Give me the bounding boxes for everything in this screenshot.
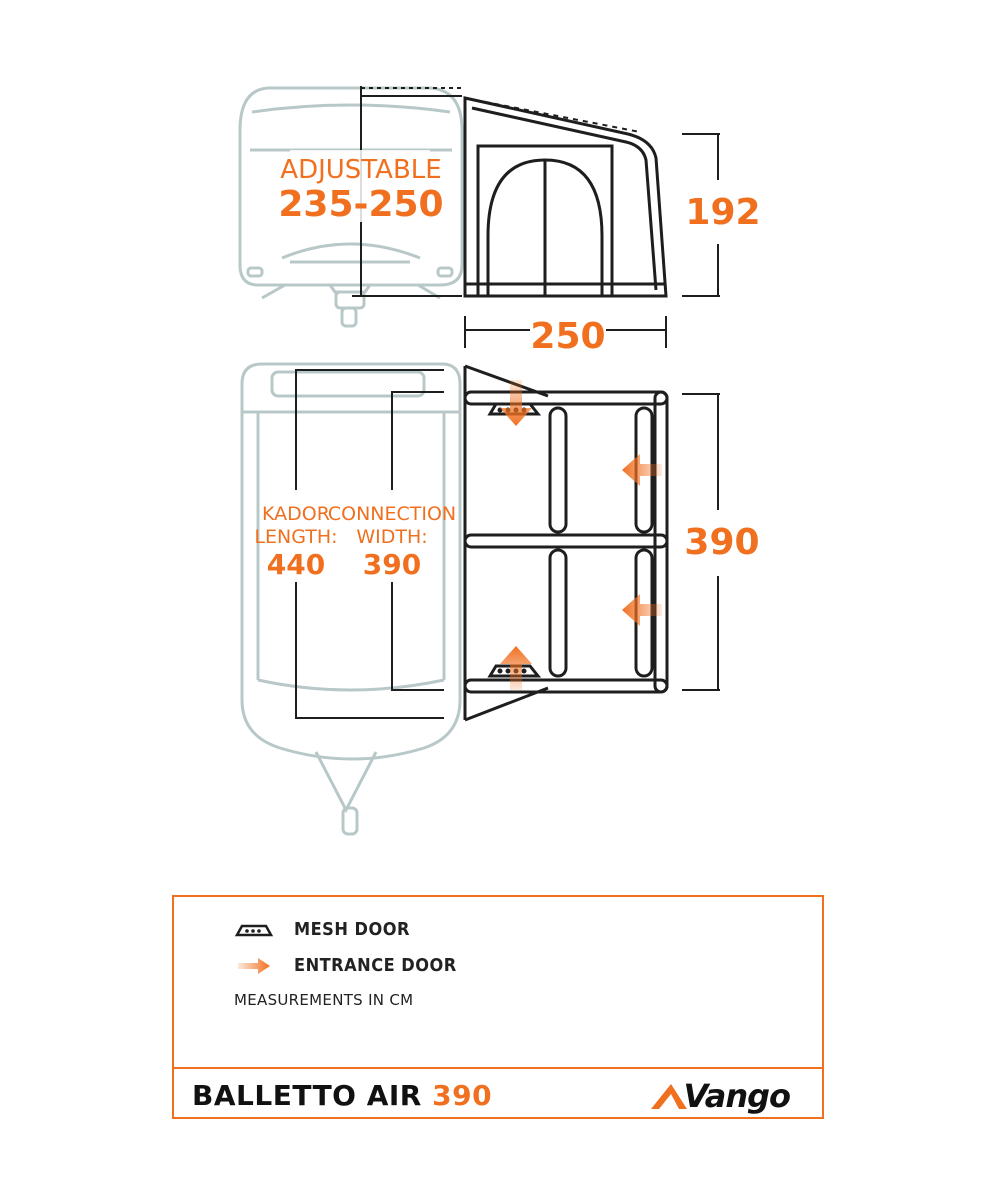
brand-name: Vango <box>683 1077 790 1115</box>
kador-label-2: LENGTH: <box>254 526 338 548</box>
awning-front-elevation <box>465 98 666 296</box>
caravan-plan-outline <box>242 364 460 834</box>
entrance-arrow-icon <box>234 956 274 976</box>
legend-box <box>172 895 824 1119</box>
connection-label-2: WIDTH: <box>356 526 428 548</box>
depth-value: 390 <box>684 522 760 563</box>
adjustable-label: ADJUSTABLE <box>280 155 442 185</box>
kador-label-1: KADOR <box>262 503 330 525</box>
legend-mesh-door <box>234 919 410 940</box>
kador-value: 440 <box>266 548 326 581</box>
connection-value: 390 <box>362 548 422 581</box>
legend-entrance-door <box>234 955 457 976</box>
product-title <box>192 1079 492 1112</box>
measurements-note: MEASUREMENTS IN CM <box>234 991 414 1009</box>
product-size: 390 <box>432 1079 493 1112</box>
adjustable-value: 235-250 <box>278 184 444 225</box>
height-value: 192 <box>685 192 761 233</box>
connection-label-1: CONNECTION <box>327 503 457 525</box>
footer-divider <box>174 1067 822 1069</box>
product-name: BALLETTO AIR <box>192 1079 422 1112</box>
legend-entrance-door-label: ENTRANCE DOOR <box>294 955 457 976</box>
brand-logo <box>649 1077 790 1115</box>
mesh-door-icon <box>234 923 274 937</box>
legend-mesh-door-label: MESH DOOR <box>294 919 410 940</box>
width-value: 250 <box>530 316 606 357</box>
